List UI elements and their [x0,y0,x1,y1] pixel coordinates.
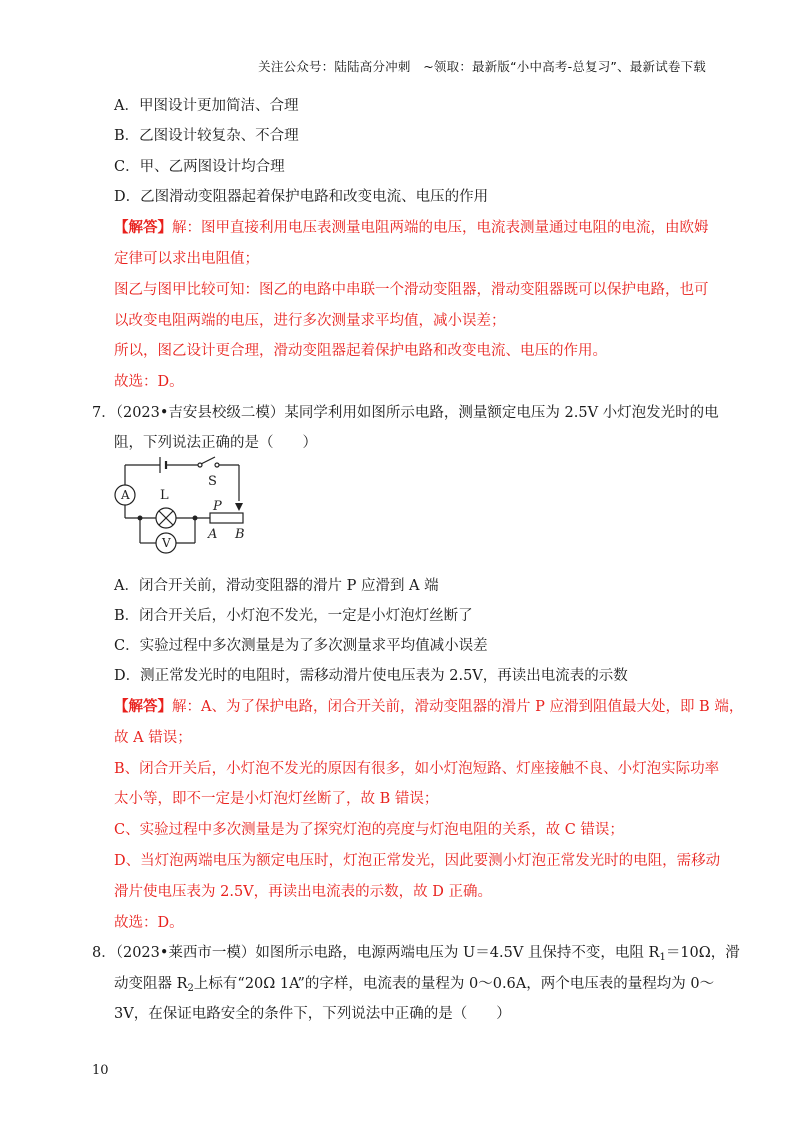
circuit-diagram [110,455,270,565]
q8-stem-cont: 3V，在保证电路安全的条件下，下列说法中正确的是（ ） [114,1006,511,1022]
q7-stem-cont: 阻，下列说法正确的是（ ） [114,435,317,451]
lamp-label: L [160,488,169,503]
switch-contact [215,463,219,467]
q6-option-a: A．甲图设计更加简洁、合理 [114,98,299,114]
q6-answer-line: 定律可以求出电阻值； [114,251,259,267]
q8-stem-part: 动变阻器 R [114,976,188,992]
q7-answer-line: 太小等，即不一定是小灯泡灯丝断了，故 B 错误； [114,791,439,807]
q7-option-c: C．实验过程中多次测量是为了多次测量求平均值减小误差 [114,638,488,654]
q7-answer-line: C、实验过程中多次测量是为了探究灯泡的亮度与灯泡电阻的关系，故 C 错误； [114,822,624,838]
q6-answer-line [114,218,709,238]
switch-label: S [208,474,217,489]
q8-stem-part: 8．（2023•莱西市一模）如图所示电路，电源两端电压为 U＝4.5V 且保持不变，电阻 R [92,945,660,961]
junction-dot [193,516,198,521]
subscript: 2 [187,983,194,994]
page-header: 关注公众号：陆陆高分冲刺 ~领取：最新版“小中高考-总复习”、最新试卷下载 [258,59,706,74]
rheostat-body [210,513,243,523]
q6-answer-line: 所以，图乙设计更合理，滑动变阻器起着保护电路和改变电流、电压的作用。 [114,343,607,359]
junction-dot [138,516,143,521]
subscript: 1 [659,952,666,963]
q6-option-b: B．乙图设计较复杂、不合理 [114,128,299,144]
end-b-label: B [235,527,245,542]
slider-arrow-icon [235,503,243,511]
ammeter-label: A [121,488,130,502]
q8-stem [92,943,740,968]
q7-option-b: B．闭合开关后，小灯泡不发光，一定是小灯泡灯丝断了 [114,608,473,624]
switch-blade [201,457,215,464]
q7-option-a: A．闭合开关前，滑动变阻器的滑片 P 应滑到 A 端 [114,578,439,594]
slider-label: P [213,499,222,514]
end-a-label: A [208,527,218,542]
q8-stem-part: 上标有“20Ω 1A”的字样，电流表的量程为 0～0.6A，两个电压表的量程均为 0～ [193,976,715,992]
voltmeter-label: V [162,536,171,550]
q7-answer-line: B、闭合开关后，小灯泡不发光的原因有很多，如小灯泡短路、灯座接触不良、小灯泡实际功率 [114,761,720,777]
q8-stem-cont [114,974,714,999]
q7-choice: 故选：D。 [114,915,184,931]
q6-answer-line: 图乙与图甲比较可知：图乙的电路中串联一个滑动变阻器，滑动变阻器既可以保护电路，也可 [114,282,709,298]
q7-answer-text: 解：A、为了保护电路，闭合开关前，滑动变阻器的滑片 P 应滑到阻值最大处，即 B 端， [172,699,744,715]
q6-option-d: D．乙图滑动变阻器起着保护电路和改变电流、电压的作用 [114,189,489,205]
q6-option-c: C．甲、乙两图设计均合理 [114,159,285,175]
q6-answer-text: 解：图甲直接利用电压表测量电阻两端的电压，电流表测量通过电阻的电流，由欧姆 [172,220,709,236]
q7-answer-tag: 【解答】 [114,698,172,715]
q6-answer-tag: 【解答】 [114,219,172,236]
q7-stem: 7．（2023•吉安县校级二模）某同学利用如图所示电路，测量额定电压为 2.5V 小灯泡发光时的电 [92,405,719,421]
q7-answer-line: D、当灯泡两端电压为额定电压时，灯泡正常发光，因此要测小灯泡正常发光时的电阻，需移动 [114,853,721,869]
q6-answer-line: 以改变电阻两端的电压，进行多次测量求平均值，减小误差； [114,313,506,329]
q7-answer-line [114,697,743,717]
q7-answer-line: 滑片使电压表为 2.5V，再读出电流表的示数，故 D 正确。 [114,884,492,900]
page-number: 10 [92,1063,109,1078]
q6-choice: 故选：D。 [114,374,184,390]
q7-answer-line: 故 A 错误； [114,730,192,746]
q7-option-d: D．测正常发光时的电阻时，需移动滑片使电压表为 2.5V，再读出电流表的示数 [114,668,628,684]
q8-stem-part: ＝10Ω，滑 [665,945,740,961]
